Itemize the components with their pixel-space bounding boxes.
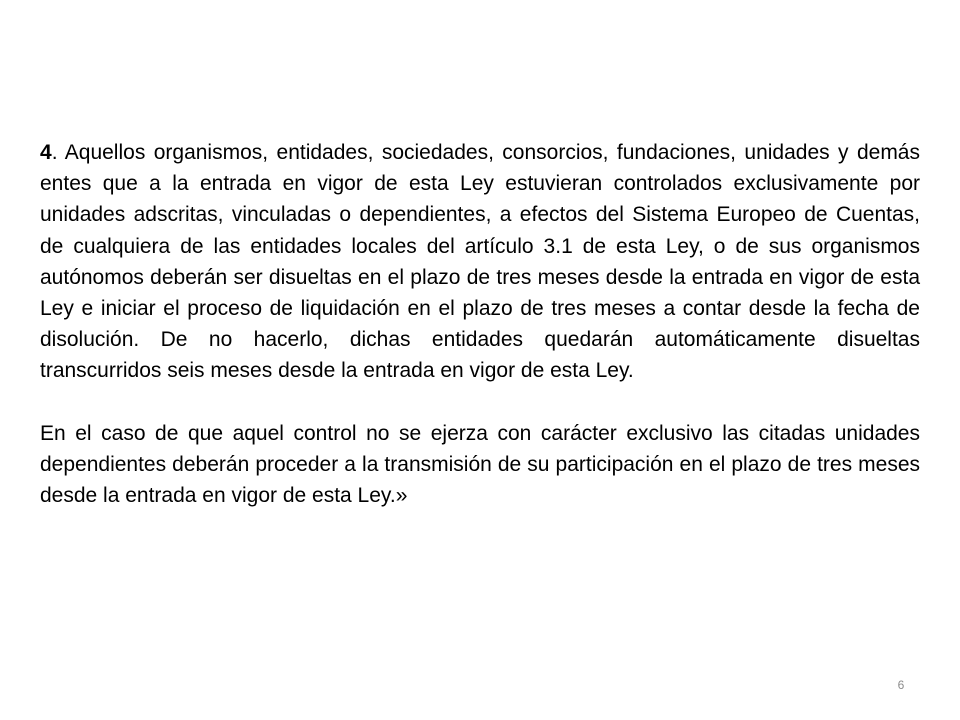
paragraph-number: 4 — [40, 141, 52, 164]
paragraph-4 — [40, 137, 920, 387]
text-body — [40, 137, 920, 511]
paragraph-text: . Aquellos organismos, entidades, sociedades, consorcios, fundaciones, unidades y demás entes que a la entrada en vigor de esta Ley estuvieran controlados exclusivamente por unidades adscritas, vinculadas o dependientes, a efectos del Sistema Europeo de Cuentas, de cualquiera de las entidades locales del artículo 3.1 de esta Ley, o de sus organismos autónomos deberán ser disueltas en el plazo de tres meses desde la entrada en vigor de esta Ley e iniciar el proceso de liquidación en el plazo de tres meses a contar desde la fecha de disolución. De no hacerlo, dichas entidades quedarán automáticamente disueltas transcurridos seis meses desde la entrada en vigor de esta Ley. — [40, 141, 920, 383]
page-number: 6 — [897, 678, 905, 692]
paragraph-continuation — [40, 418, 920, 512]
paragraph-text: En el caso de que aquel control no se ejerza con carácter exclusivo las citadas unidades dependientes deberán proceder a la transmisión de su participación en el plazo de tres meses desde la entrada en vigor de esta Ley.» — [40, 421, 920, 508]
